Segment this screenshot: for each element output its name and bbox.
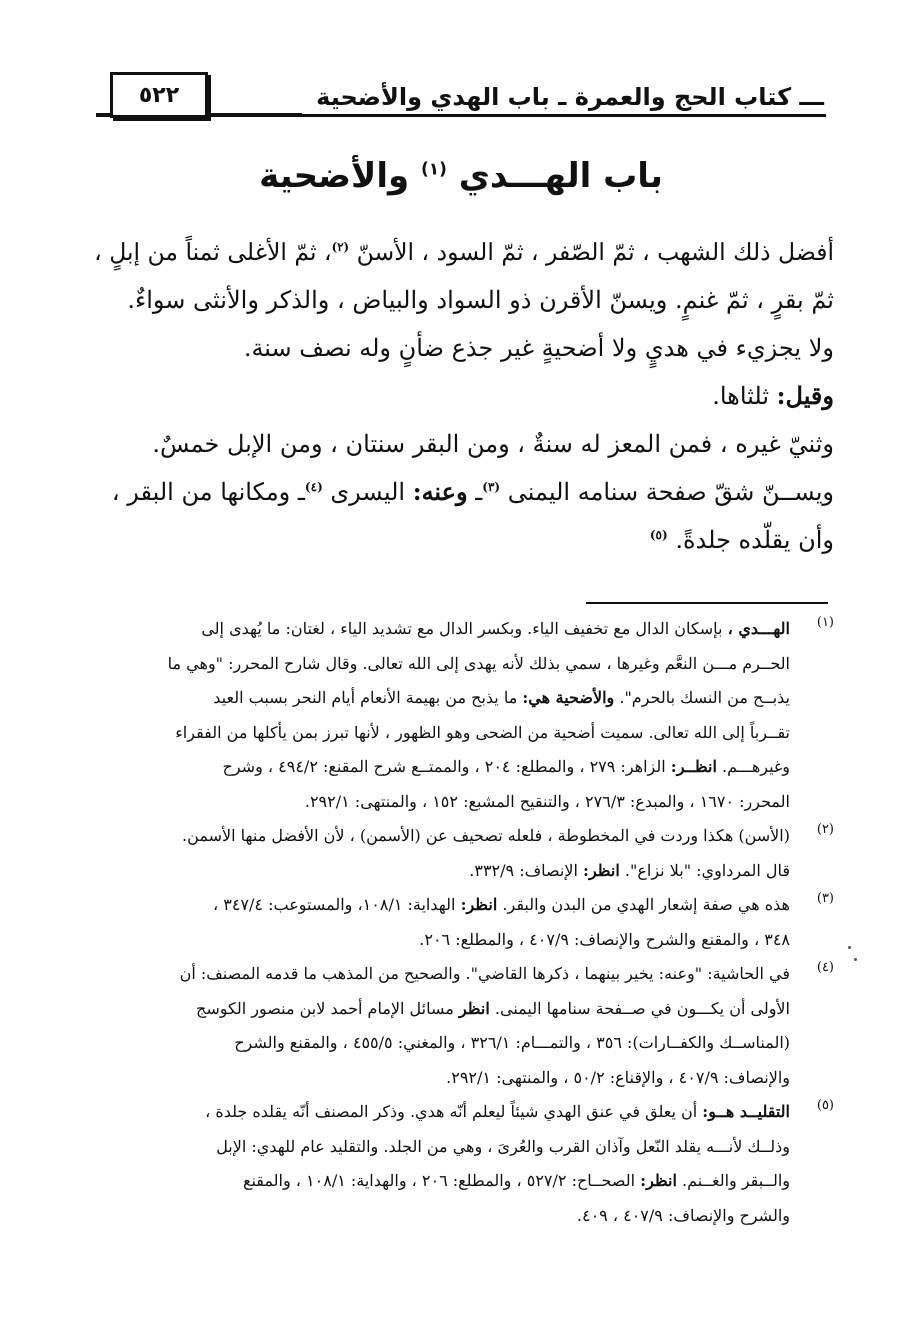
footnote-line bbox=[84, 1164, 790, 1199]
footnote-line bbox=[84, 923, 790, 958]
body-text: ثلثاها. bbox=[712, 382, 770, 410]
footnote-text: يذبــح من النسك بالحرم". bbox=[619, 688, 790, 707]
footnote-text: وغيرهـــم. bbox=[722, 757, 790, 776]
footnote-text: (المناســك والكفــارات): ٣٥٦ ، والتمـــام: ٣٢٦/١ ، والمغني: ٤٥٥/٥ ، والمقنع والشرح bbox=[234, 1033, 790, 1052]
footnote-number: (٤) bbox=[816, 960, 834, 975]
footnote-line bbox=[84, 1095, 790, 1130]
footnote-line bbox=[84, 854, 790, 889]
footnote-text: الهداية: ١٠٨/١، والمستوعب: ٣٤٧/٤ ، bbox=[212, 895, 456, 914]
footnote-line bbox=[84, 1199, 790, 1234]
body-line bbox=[84, 276, 834, 324]
body-text: ـ bbox=[475, 478, 483, 506]
footnote-text: هذه هي صفة إشعار الهدي من البدن والبقر. bbox=[502, 895, 790, 914]
page-number: ٥٢٢ bbox=[110, 72, 208, 118]
scan-speck bbox=[854, 958, 857, 961]
footnote-text: ما يذبح من بهيمة الأنعام أيام النحر بسبب العيد bbox=[213, 688, 518, 707]
footnote-divider bbox=[586, 602, 828, 604]
footnotes bbox=[84, 612, 834, 1233]
footnote-ref-5: (٥) bbox=[649, 528, 668, 542]
main-text bbox=[84, 228, 834, 564]
footnote-bold-text: والأضحية هي: bbox=[522, 688, 615, 707]
chapter-title bbox=[96, 148, 826, 204]
footnote-4 bbox=[84, 957, 834, 1095]
footnote-line bbox=[84, 1026, 790, 1061]
footnote-ref-2: (٢) bbox=[331, 240, 350, 255]
footnote-bold-text: التقليــد هــو: bbox=[702, 1102, 790, 1121]
body-text: وثنيّ غيره ، فمن المعز له سنةٌ ، ومن البقر سنتان ، ومن الإبل خمسٌ. bbox=[152, 430, 834, 458]
footnote-number: (٢) bbox=[816, 822, 834, 837]
footnote-text: الأولى أن يكـــون في صــفحة سنامها اليمنى. bbox=[494, 998, 790, 1018]
footnote-line bbox=[84, 1061, 790, 1096]
footnote-text: والــبقر والغــنم. bbox=[682, 1171, 790, 1190]
footnote-line bbox=[84, 785, 790, 820]
footnote-line bbox=[84, 1130, 790, 1165]
body-text: ويســنّ شقّ صفحة سنامه اليمنى bbox=[507, 478, 834, 506]
footnote-text: والإنصاف: ٤٠٧/٩ ، والإقناع: ٥٠/٢ ، والمنتهى: ٢٩٢/١. bbox=[446, 1067, 790, 1087]
footnote-line bbox=[84, 716, 790, 751]
body-line bbox=[84, 324, 834, 372]
footnote-text: والشرح والإنصاف: ٤٠٧/٩ ، ٤٠٩. bbox=[576, 1205, 790, 1225]
body-text: ولا يجزيء في هديٍ ولا أضحيةٍ غير جذع ضأنٍ وله نصف سنة. bbox=[243, 334, 834, 362]
running-header-title: ـــ كتاب الحج والعمرة ـ باب الهدي والأضحية bbox=[302, 80, 826, 114]
body-text: وأن يقلّده جلدةً. bbox=[675, 526, 834, 554]
body-line bbox=[84, 516, 834, 564]
footnote-bold-text: انظر bbox=[458, 998, 490, 1018]
footnote-line bbox=[84, 681, 790, 716]
footnote-ref-1: (١) bbox=[420, 159, 447, 180]
footnote-text: الحــرم مـــن النعَّم وغيرها ، سمي بذلك لأنه يهدى إلى الله تعالى. وقال شارح المحرر: "وهي ما bbox=[167, 653, 790, 673]
body-bold-text: وعنه: bbox=[412, 477, 468, 506]
body-text: ـ ومكانها من البقر ، bbox=[111, 478, 305, 506]
chapter-title-part-1: باب الهـــدي bbox=[458, 156, 663, 196]
footnote-3 bbox=[84, 888, 834, 957]
running-header bbox=[96, 72, 826, 124]
footnote-text: المحرر: ١٦٧٠ ، والمبدع: ٢٧٦/٣ ، والتنقيح المشبع: ١٥٢ ، والمنتهى: ٢٩٢/١. bbox=[304, 791, 790, 811]
footnote-ref-3: (٣) bbox=[482, 480, 501, 494]
footnote-line bbox=[84, 957, 790, 992]
footnote-bold-text: انظر: bbox=[583, 860, 620, 880]
footnote-text: وذلــك لأنـــه يقلد النّعل وآذان القرب والعُرىَ ، وهي من الجلد. والتقليد عام للهدي: الإبل bbox=[216, 1136, 790, 1156]
footnote-text: في الحاشية: "وعنه: يخير بينهما ، ذكرها القاضي". والصحيح من المذهب ما قدمه المصنف: أن bbox=[179, 964, 790, 983]
footnote-bold-text: انظر: bbox=[460, 895, 498, 914]
footnote-text: تقــرباً إلى الله تعالى. سميت أضحية من الضحى وهو الظهور ، لأنها تبرز بمن يأكلها من الفقراء bbox=[175, 722, 790, 742]
body-text: أفضل ذلك الشهب ، ثمّ الصّفر ، ثمّ السود ، الأسنّ bbox=[356, 238, 834, 266]
footnote-text: قال المرداوي: "بلا نزاع". bbox=[624, 860, 790, 880]
footnote-number: (٥) bbox=[816, 1098, 834, 1113]
footnote-line bbox=[84, 750, 790, 785]
footnote-line bbox=[84, 888, 790, 923]
footnote-number: (١) bbox=[816, 615, 834, 630]
footnote-line bbox=[84, 612, 790, 647]
footnote-text: مسائل الإمام أحمد لابن منصور الكوسج bbox=[196, 998, 454, 1018]
footnote-line bbox=[84, 647, 790, 682]
footnote-text: الزاهر: ٢٧٩ ، والمطلع: ٢٠٤ ، والممتــع شرح المقنع: ٤٩٤/٢ ، وشرح bbox=[222, 757, 666, 776]
scan-speck bbox=[848, 946, 851, 949]
chapter-title-part-2: والأضحية bbox=[259, 156, 410, 196]
footnote-1 bbox=[84, 612, 834, 819]
body-line bbox=[84, 420, 834, 468]
footnote-5 bbox=[84, 1095, 834, 1233]
footnote-bold-text: انظر: bbox=[640, 1171, 677, 1190]
footnote-line bbox=[84, 992, 790, 1027]
footnote-line bbox=[84, 819, 790, 854]
footnote-number: (٣) bbox=[816, 891, 834, 906]
body-text: ، ثمّ الأغلى ثمناً من إبلٍ ، bbox=[94, 238, 332, 266]
footnote-text: بإسكان الدال مع تخفيف الياء. وبكسر الدال مع تشديد الياء ، لغتان: ما يُهدى إلى bbox=[201, 619, 723, 638]
body-line bbox=[84, 468, 834, 516]
body-line bbox=[84, 372, 834, 420]
body-bold-text: وقيل: bbox=[776, 381, 834, 410]
body-text: اليسرى bbox=[330, 478, 406, 506]
footnote-2 bbox=[84, 819, 834, 888]
footnote-bold-text: الهـــدي ، bbox=[727, 619, 790, 638]
body-text: ثمّ بقرٍ ، ثمّ غنمٍ. ويسنّ الأقرن ذو السواد والبياض ، والذكر والأنثى سواءٌ. bbox=[127, 286, 834, 314]
footnote-text: الإنصاف: ٣٣٢/٩. bbox=[469, 860, 578, 880]
footnote-text: (الأسن) هكذا وردت في المخطوطة ، فلعله تصحيف عن (الأسمن) ، لأن الأفضل منها الأسمن. bbox=[182, 826, 790, 845]
footnote-bold-text: انظــر: bbox=[670, 757, 717, 776]
body-line bbox=[84, 228, 834, 276]
footnote-text: ٣٤٨ ، والمقنع والشرح والإنصاف: ٤٠٧/٩ ، والمطلع: ٢٠٦. bbox=[419, 929, 790, 949]
footnote-ref-4: (٤) bbox=[304, 480, 323, 494]
footnote-text: أن يعلق في عنق الهدي شيئاً ليعلم أنّه هدي. وذكر المصنف أنّه يقلده جلدة ، bbox=[205, 1102, 698, 1121]
footnote-text: الصحــاح: ٥٢٧/٢ ، والمطلع: ٢٠٦ ، والهداية: ١٠٨/١ ، والمقنع bbox=[242, 1171, 636, 1190]
